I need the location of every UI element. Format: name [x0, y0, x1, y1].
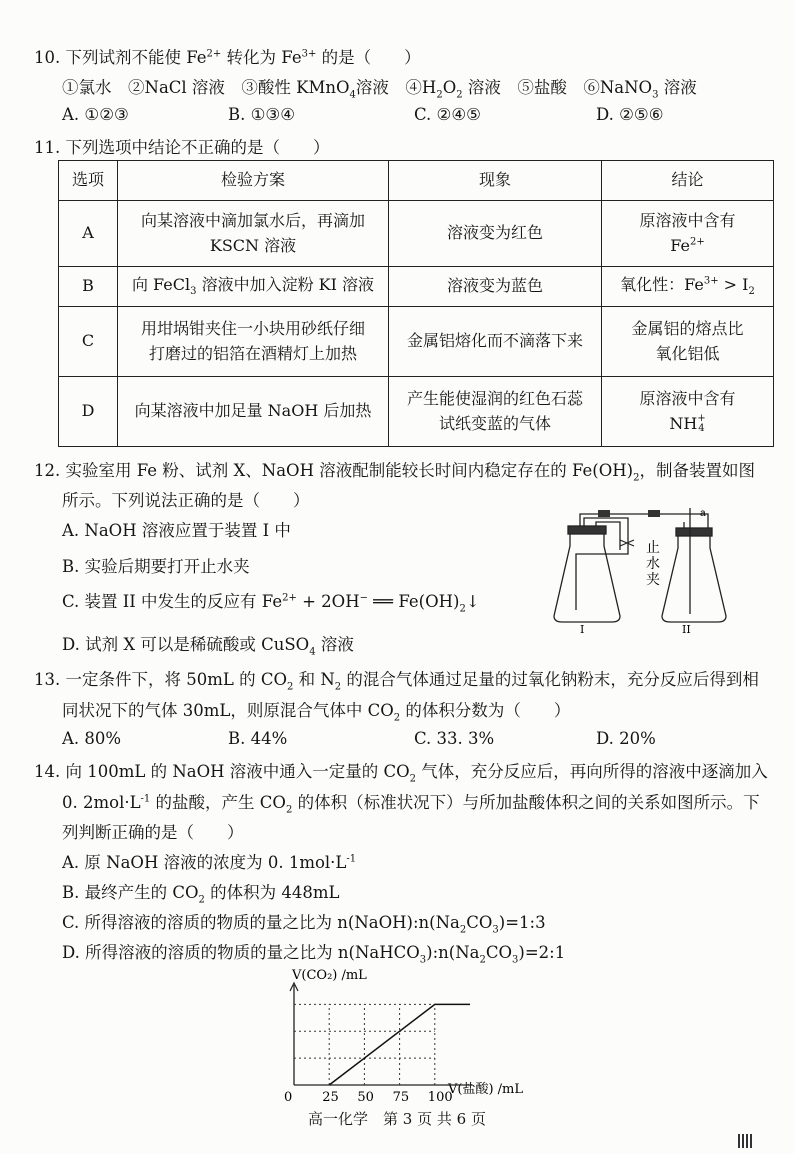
x-tick-label: 0 — [284, 1090, 293, 1105]
q13-option-b: B. 44% — [228, 729, 288, 748]
q12-stem-line2: 所示。下列说法正确的是（ ） — [62, 491, 310, 510]
row-conclusion: 原溶液中含有 $Fe^{2+}$ — [602, 201, 774, 267]
table-row — [59, 267, 774, 307]
header-option: 选项 — [59, 161, 118, 201]
tube-joint-1 — [598, 510, 610, 517]
label-clamp-2: 水 — [646, 556, 660, 572]
q12-option-d: D. 试剂 X 可以是稀硫酸或 CuSO$_4$ 溶液 — [62, 635, 354, 658]
q14-stem-line2: 0. $2mol\cdot L^{-1}$ 的盐酸，产生 $CO_2$ 的体积（标准状况下）与所加盐酸体积之间的关系如图所示。下 — [62, 793, 760, 816]
q10-option-b: B. ①③④ — [228, 105, 295, 124]
stopper-i — [568, 526, 606, 534]
q10-option-c: C. ②④⑤ — [414, 105, 481, 124]
q13-stem-line1: 13. 一定条件下，将 50mL 的 $CO_2$ 和 $N_2$ 的混合气体通过足量的过氧化钠粉末，充分反应后得到相 — [34, 670, 759, 693]
q14-option-b: B. 最终产生的 $CO_2$ 的体积为 448mL — [62, 883, 340, 906]
table-header-row — [59, 161, 774, 201]
label-a: a — [700, 508, 706, 519]
header-phenomenon: 现象 — [389, 161, 602, 201]
row-plan: 向某溶液中加足量 NaOH 后加热 — [118, 377, 389, 447]
q14-option-c: C. 所得溶液的溶质的物质的量之比为 $n(NaOH):n(Na_2CO_3)=1:3$ — [62, 913, 546, 936]
q10-option-d: D. ②⑤⑥ — [596, 105, 664, 124]
row-phenomenon: 产生能使湿润的红色石蕊 试纸变蓝的气体 — [389, 377, 602, 447]
q13-stem-line2: 同状况下的气体 30mL，则原混合气体中 $CO_2$ 的体积分数为（ ） — [62, 701, 571, 724]
row-plan: 向某溶液中滴加氯水后，再滴加 KSCN 溶液 — [118, 201, 389, 267]
co2-volume-chart — [270, 965, 540, 1105]
header-conclusion: 结论 — [602, 161, 774, 201]
flask-i — [554, 532, 620, 622]
table-row — [59, 377, 774, 447]
row-option: D — [59, 377, 118, 447]
row-phenomenon: 金属铝熔化而不滴落下来 — [389, 307, 602, 377]
q11-stem: 11. 下列选项中结论不正确的是（ ） — [34, 138, 330, 157]
q13-option-d: D. 20% — [596, 729, 656, 748]
row-option: B — [59, 267, 118, 307]
x-tick-label: 100 — [427, 1090, 453, 1105]
page-footer: 高一化学 第 3 页 共 6 页 — [308, 1110, 486, 1128]
row-phenomenon: 溶液变为红色 — [389, 201, 602, 267]
q12-option-b: B. 实验后期要打开止水夹 — [62, 557, 250, 576]
flask-ii — [662, 534, 726, 622]
label-i: I — [580, 623, 585, 634]
table-row — [59, 201, 774, 267]
q14-stem-line1: 14. 向 100mL 的 NaOH 溶液中通入一定量的 $CO_2$ 气体，充分反应后，再向所得的溶液中逐滴加入 — [34, 762, 768, 785]
q12-option-c: C. 装置 II 中发生的反应有 $Fe^{2+} + 2OH^-$ ══ $Fe(OH)_2↓$ — [62, 592, 480, 615]
row-conclusion: 原溶液中含有 NH + 4 — [602, 377, 774, 447]
q12-option-a: A. NaOH 溶液应置于装置 I 中 — [62, 521, 291, 540]
apparatus-figure — [548, 504, 728, 634]
q10-stem: 10. 下列试剂不能使 $Fe^{2+}$ 转化为 $Fe^{3+}$ 的是（ ） — [34, 48, 421, 67]
q13-option-a: A. 80% — [62, 729, 122, 748]
x-tick-label: 50 — [357, 1090, 374, 1105]
label-clamp-1: 止 — [646, 540, 660, 556]
label-clamp-3: 夹 — [646, 572, 660, 588]
q14-option-d: D. 所得溶液的溶质的物质的量之比为 $n(NaHCO_3):n(Na_2CO_3)=2:1$ — [62, 943, 566, 966]
row-plan: 向 FeCl$_3$ 溶液中加入淀粉 KI 溶液 — [118, 267, 389, 307]
row-option: C — [59, 307, 118, 377]
stopper-ii — [676, 528, 712, 536]
row-conclusion: 金属铝的熔点比 氧化铝低 — [602, 307, 774, 377]
x-tick-label: 25 — [322, 1090, 339, 1105]
row-plan: 用坩埚钳夹住一小块用砂纸仔细 打磨过的铝箔在酒精灯上加热 — [118, 307, 389, 377]
q10-reagents: ①氯水 ②NaCl 溶液 ③酸性 KMnO$_4$溶液 $④H_2O_2$ 溶液 ⑤盐酸 ⑥NaNO$_3$ 溶液 — [62, 78, 697, 101]
x-tick-label: 75 — [392, 1090, 410, 1105]
q14-stem-line3: 列判断正确的是（ ） — [62, 823, 244, 842]
row-phenomenon: 溶液变为蓝色 — [389, 267, 602, 307]
header-plan: 检验方案 — [118, 161, 389, 201]
q11-table — [58, 160, 774, 447]
table-row — [59, 307, 774, 377]
tube-joint-2 — [648, 510, 660, 517]
qr-code-icon — [738, 1134, 752, 1148]
y-axis-label: V(CO₂) /mL — [292, 968, 367, 983]
row-conclusion: 氧化性：$Fe^{3+} > I_2$ — [602, 267, 774, 307]
q10-option-a: A. ①②③ — [62, 105, 129, 124]
label-ii: II — [682, 623, 691, 634]
q13-option-c: C. 33. 3% — [414, 729, 495, 748]
clamp-icon — [620, 540, 634, 546]
x-axis-label: V(盐酸) /mL — [448, 1082, 524, 1097]
row-option: A — [59, 201, 118, 267]
q14-option-a: A. 原 NaOH 溶液的浓度为 0. $1mol\cdot L^{-1}$ — [62, 853, 357, 872]
tube-a — [684, 508, 690, 614]
q12-stem-line1: 12. 实验室用 Fe 粉、试剂 X、NaOH 溶液配制能较长时间内稳定存在的 $Fe(OH)_2$，制备装置如图 — [34, 461, 755, 484]
